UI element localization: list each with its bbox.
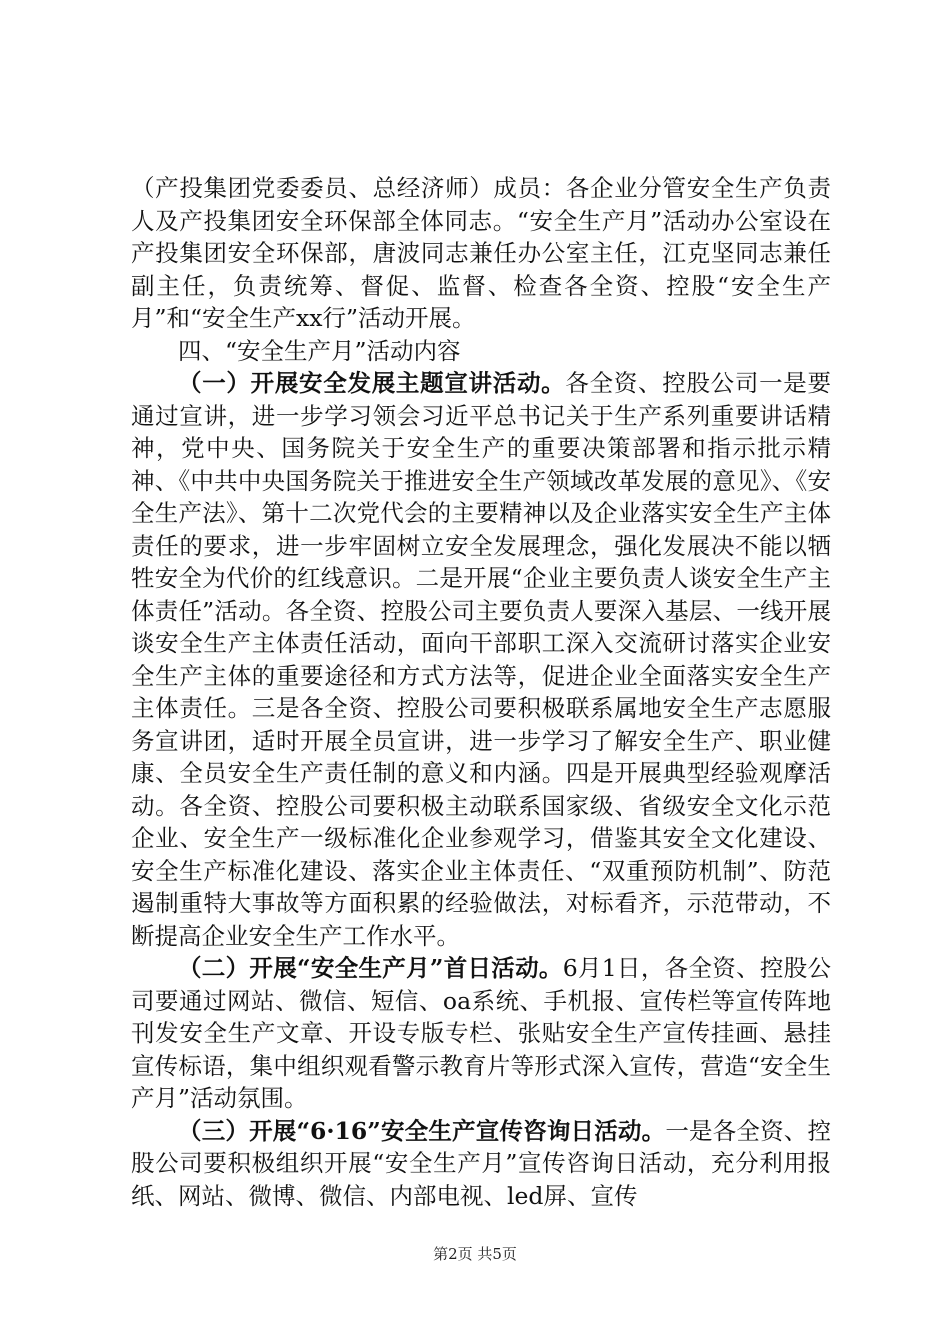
section-heading: 四、“安全生产月”活动内容 <box>178 336 461 365</box>
paragraph-members: （产投集团党委委员、总经济师）成员：各企业分管安全生产负责人及产投集团安全环保部全体同志。“安全生产月”活动办公室设在产投集团安全环保部，唐波同志兼任办公室主任，江克坚同志兼任副主任，负责统筹、督促、监督、检查各全资、控股“安全生产月”和“安全生产xx行”活动开展。 <box>131 174 831 332</box>
item-1-body: 各全资、控股公司一是要通过宣讲，进一步学习领会习近平总书记关于生产系列重要讲话精神，党中央、国务院关于安全生产的重要决策部署和指示批示精神、《中共中央国务院关于推进安全生产领域改革发展的意见》、《安全生产法》、第十二次党代会的主要精神以及企业落实安全生产主体责任的要求，进一步牢固树立安全发展理念，强化发展决不能以牺牲安全为代价的红线意识。二是开展“企业主要负责人谈安全生产主体责任”活动。各全资、控股公司主要负责人要深入基层、一线开展谈安全生产主体责任活动，面向干部职工深入交流研讨落实企业安全生产主体的重要途径和方式方法等，促进企业全面落实安全生产主体责任。三是各全资、控股公司要积极联系属地安全生产志愿服务宣讲团，适时开展全员宣讲，进一步学习了解安全生产、职业健康、全员安全生产责任制的意义和内涵。四是开展典型经验观摩活动。各全资、控股公司要积极主动联系国家级、省级安全文化示范企业、安全生产一级标准化企业参观学习，借鉴其安全文化建设、安全生产标准化建设、落实企业主体责任、“双重预防机制”、防范遏制重特大事故等方面积累的经验做法，对标看齐，示范带动，不断提高企业安全生产工作水平。 <box>131 369 832 950</box>
item-3-title: （三）开展“6·16”安全生产宣传咨询日活动。 <box>178 1116 666 1145</box>
item-3-paragraph <box>131 1115 831 1213</box>
item-1-paragraph <box>131 367 831 952</box>
item-2-paragraph <box>131 952 831 1115</box>
document-body <box>131 172 831 1212</box>
item-2-body: 6月1日，各全资、控股公司要通过网站、微信、短信、oa系统、手机报、宣传栏等宣传阵地刊发安全生产文章、开设专版专栏、张贴安全生产宣传挂画、悬挂宣传标语，集中组织观看警示教育片等形式深入宣传，营造“安全生产月”活动氛围。 <box>131 954 831 1112</box>
item-1-title: （一）开展安全发展主题宣讲活动。 <box>178 369 566 397</box>
item-2-title: （二）开展“安全生产月”首日活动。 <box>178 954 563 982</box>
item-3-body: 一是各全资、控股公司要积极组织开展“安全生产月”宣传咨询日活动，充分利用报纸、网站、微博、微信、内部电视、led屏、宣传 <box>131 1116 831 1210</box>
page-number-footer: 第2页 共5页 <box>433 1245 517 1263</box>
